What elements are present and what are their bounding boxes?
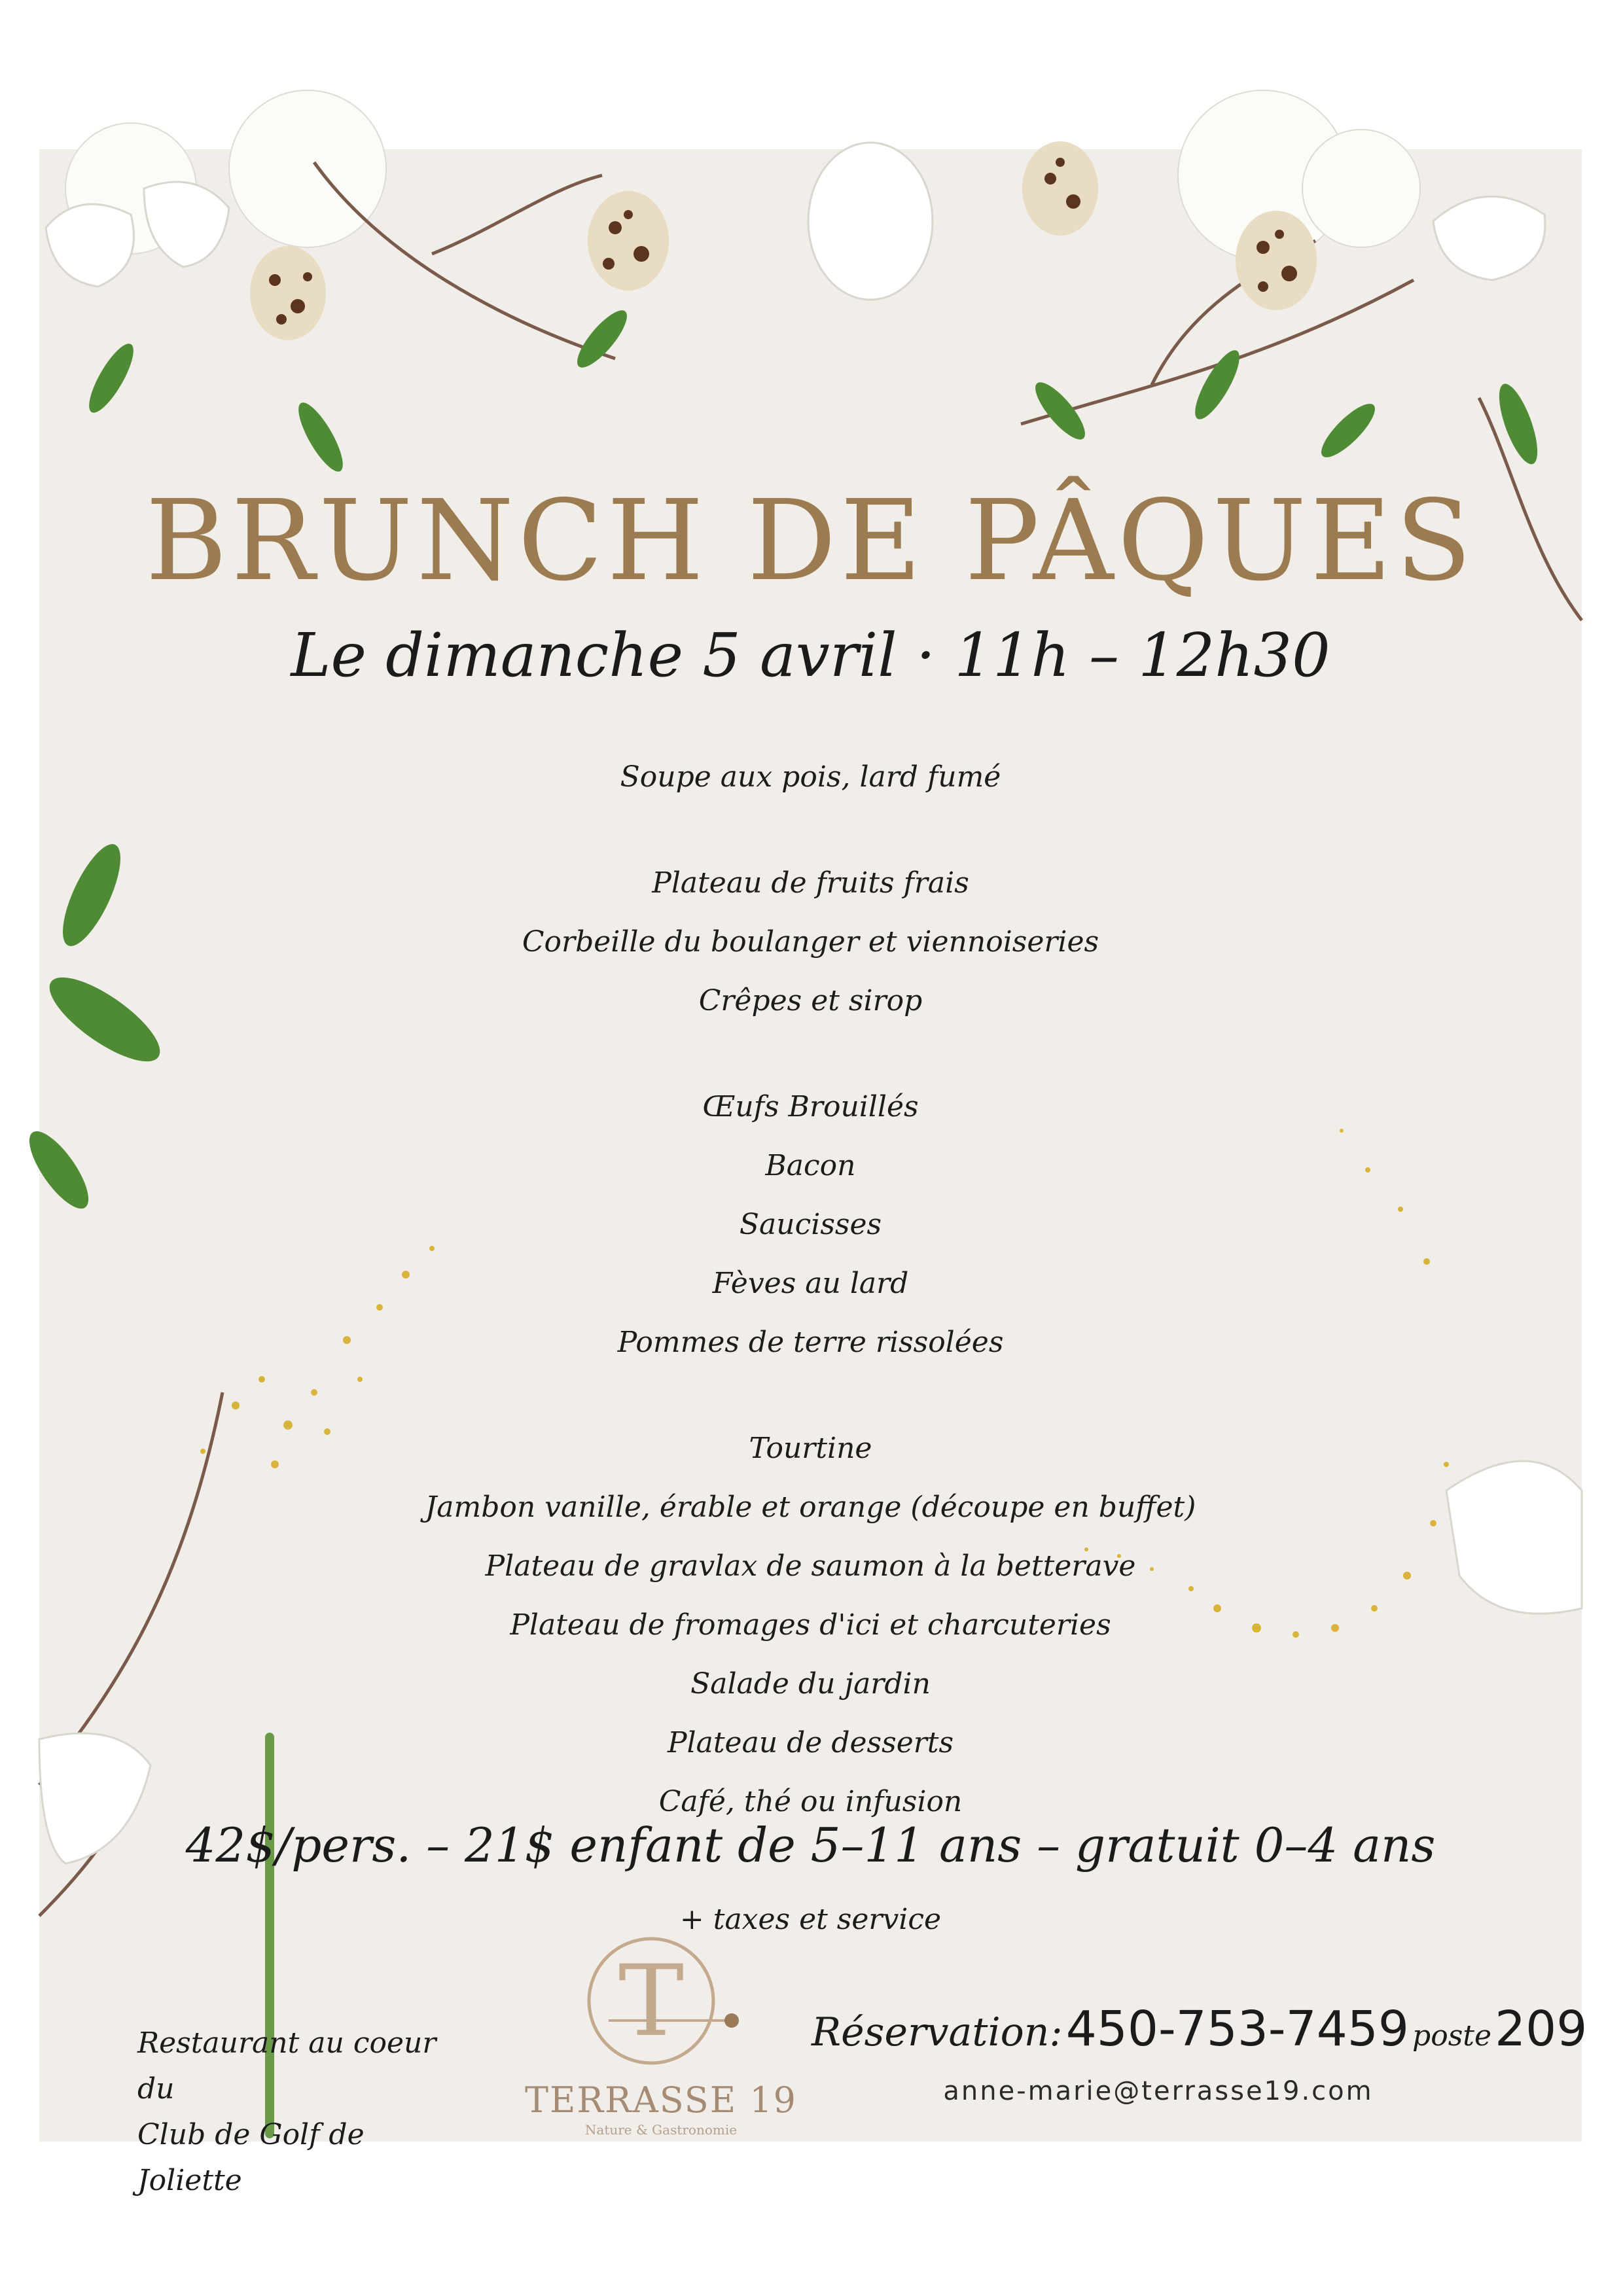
logo-tagline: Nature & Gastronomie [584, 2122, 738, 2138]
menu-item: Bacon [765, 1149, 856, 1182]
page-title: BRUNCH DE PÂQUES [145, 476, 1476, 606]
menu-item: Café, thé ou infusion [658, 1785, 963, 1818]
menu-item: Plateau de desserts [667, 1726, 954, 1759]
menu-item: Pommes de terre rissolées [617, 1326, 1004, 1359]
logo-letter: T [618, 1945, 685, 2058]
menu-item: Plateau de fruits frais [652, 866, 969, 900]
menu-group-breakfast [39, 854, 1582, 1031]
white-flower-icon [65, 90, 1420, 260]
phone-number[interactable]: 450-753-7459 [1065, 2001, 1409, 2057]
quail-egg-icon [250, 141, 1317, 340]
extension-label: poste [1412, 2019, 1491, 2053]
menu-item: Corbeille du boulanger et viennoiseries [522, 925, 1099, 959]
menu-item: Jambon vanille, érable et orange (découpe en buffet) [425, 1491, 1196, 1524]
event-date-time: Le dimanche 5 avril · 11h – 12h30 [291, 620, 1330, 690]
extension-number: 209 [1495, 2001, 1588, 2057]
easter-brunch-poster [39, 149, 1588, 2197]
menu-item: Soupe aux pois, lard fumé [620, 760, 1001, 794]
email-link[interactable]: anne-marie@terrasse19.com [943, 2076, 1374, 2106]
reservation-info [812, 2001, 1588, 2057]
terrasse19-logo-icon [510, 1922, 812, 2138]
menu-group-main [39, 1419, 1582, 1831]
menu-item: Tourtine [749, 1432, 872, 1465]
menu-item: Plateau de fromages d'ici et charcuteries [510, 1608, 1111, 1642]
reservation-label: Réservation: [812, 2009, 1063, 2055]
logo-name: TERRASSE 19 [524, 2079, 798, 2121]
menu-item: Saucisses [739, 1208, 882, 1241]
menu-group-soup [39, 748, 1582, 807]
restaurant-line: Club de Golf de Joliette [137, 2118, 365, 2197]
menu-item: Fèves au lard [712, 1267, 909, 1300]
menu-item: Crêpes et sirop [698, 984, 923, 1017]
menu-item: Plateau de gravlax de saumon à la betterave [485, 1549, 1136, 1583]
restaurant-line: Restaurant au coeur du [137, 2026, 437, 2106]
logo-emblem [510, 1922, 812, 2079]
menu-item: Œufs Brouillés [702, 1090, 919, 1123]
restaurant-location [137, 2021, 478, 2204]
menu-group-hot [39, 1078, 1582, 1372]
menu-item: Salade du jardin [690, 1667, 931, 1701]
taxes-note: + taxes et service [679, 1903, 942, 1936]
price-line: 42$/pers. – 21$ enfant de 5–11 ans – gratuit 0–4 ans [185, 1818, 1436, 1873]
menu-list [39, 748, 1582, 1879]
